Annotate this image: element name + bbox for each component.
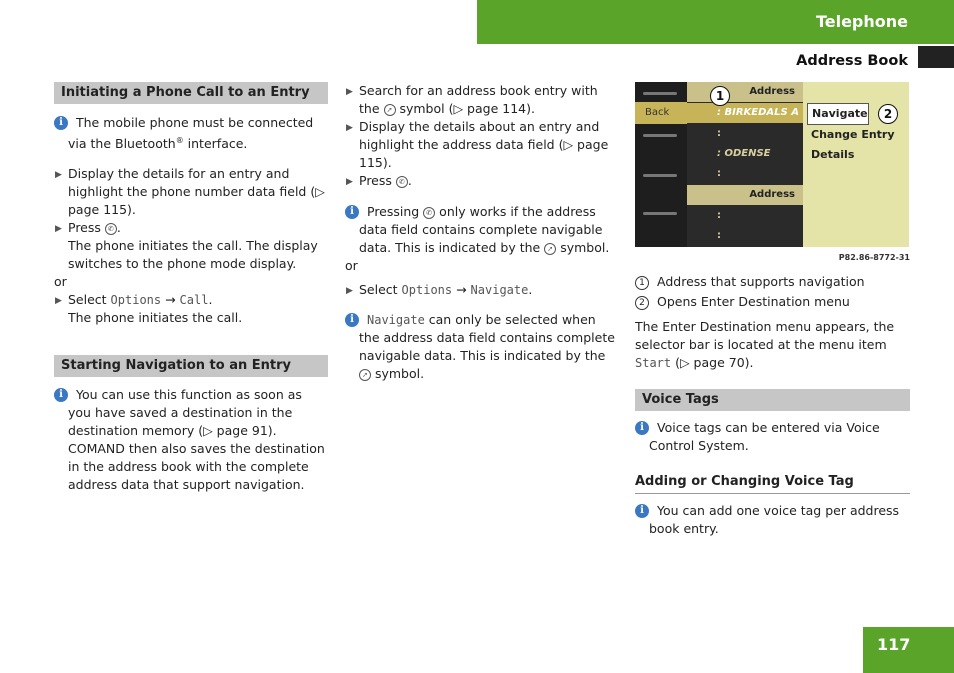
bullet-arrow-icon: ▶: [55, 296, 62, 307]
or-text: or: [54, 274, 67, 290]
step-result: The phone initiates the call.: [68, 310, 243, 326]
bullet-arrow-icon: ▶: [346, 87, 353, 97]
subheading-voice-tag: Adding or Changing Voice Tag: [635, 473, 910, 494]
step: ▶ Display the details about an entry and highlight the address data field (▷ page 115).: [346, 119, 609, 170]
step: ▶ Select Options → Call.: [54, 291, 328, 309]
address-header: Address: [687, 82, 803, 102]
address-row: : BIRKEDALS A: [687, 103, 803, 123]
info-icon: i: [345, 313, 359, 327]
section-tab: [477, 0, 954, 44]
step: ▶ Press ✆ .: [54, 219, 328, 237]
info-icon: i: [54, 116, 68, 130]
page-marker: [918, 46, 954, 68]
menu-item-change-entry: Change Entry: [811, 128, 895, 141]
bullet-arrow-icon: ▶: [346, 286, 353, 296]
section-heading-voice-tags: Voice Tags: [635, 389, 910, 411]
bullet-arrow-icon: ▶: [55, 170, 62, 181]
address-row: :: [687, 124, 803, 144]
info-icon: i: [635, 421, 649, 435]
info-icon: i: [345, 205, 359, 219]
section-heading-phone-call: Initiating a Phone Call to an Entry: [54, 82, 328, 104]
column-3: [635, 82, 910, 538]
callout-2: 2: [878, 104, 898, 124]
navigation-symbol-icon: ➚: [359, 369, 371, 381]
step: ▶ Search for an address book entry with the ➚ symbol (▷ page 114).: [346, 83, 598, 116]
address-header: Address: [687, 185, 803, 205]
menu-item-navigate: Navigate: [807, 103, 869, 125]
legend-item: 2 Opens Enter Destination menu: [635, 293, 910, 311]
step-result: The phone initiates the call. The display switches to the phone mode display.: [68, 238, 318, 272]
phone-key-icon: ✆: [423, 207, 435, 219]
navigation-symbol-icon: ➚: [544, 243, 556, 255]
info-note: i Voice tags can be entered via Voice Control System.: [635, 419, 910, 455]
step: ▶ Select Options → Navigate.: [345, 281, 620, 299]
address-row: :: [687, 164, 803, 184]
navigation-symbol-icon: ➚: [384, 104, 396, 116]
bullet-arrow-icon: ▶: [346, 177, 353, 187]
address-row: :: [687, 226, 803, 246]
screenshot-caption: P82.86-8772-31: [838, 253, 910, 262]
comand-screenshot: [635, 82, 909, 247]
info-note: i Navigate can only be selected when the address data field contains complete navigable data. This is indicated by the ➚ symbol.: [345, 311, 620, 383]
menu-item-details: Details: [811, 148, 855, 161]
address-row: :: [687, 206, 803, 226]
step: ▶ Press ✆ .: [345, 172, 620, 190]
info-note: i Pressing ✆ only works if the address data field contains complete navigable data. This is indicated by the ➚ symbol.: [345, 203, 620, 257]
page-number: 117: [863, 627, 954, 673]
info-note: i You can add one voice tag per address book entry.: [635, 502, 910, 538]
phone-entry-icon: [643, 92, 677, 95]
info-note: i The mobile phone must be connected via the Bluetooth® interface.: [54, 114, 328, 153]
info-icon: i: [635, 504, 649, 518]
legend-item: 1 Address that supports navigation: [635, 273, 910, 291]
info-note: i You can use this function as soon as you have saved a destination in the destination memory (▷ page 91). COMAND then also saves the destination in the address book with the complete address data that support navigation.: [54, 386, 328, 494]
phone-entry-icon: [643, 134, 677, 137]
phone-entry-icon: [643, 212, 677, 215]
column-1: [54, 82, 328, 494]
step: ▶ Display the details for an entry and highlight the phone number data field (▷ page 115).: [55, 166, 325, 218]
bullet-arrow-icon: ▶: [346, 123, 353, 133]
column-2: [345, 82, 620, 383]
address-row: : ODENSE: [687, 144, 803, 164]
phone-key-icon: ✆: [105, 223, 117, 235]
phone-entry-icon: [643, 174, 677, 177]
subsection-title: Address Book: [796, 53, 908, 69]
back-button: Back: [635, 102, 687, 124]
bullet-arrow-icon: ▶: [55, 224, 62, 235]
paragraph: The Enter Destination menu appears, the selector bar is located at the menu item Start (▷ page 70).: [635, 319, 895, 370]
info-icon: i: [54, 388, 68, 402]
callout-1: 1: [710, 86, 730, 106]
phone-key-icon: ✆: [396, 176, 408, 188]
section-title: Telephone: [815, 12, 908, 31]
or-text: or: [345, 258, 358, 273]
section-heading-navigation: Starting Navigation to an Entry: [54, 355, 328, 377]
